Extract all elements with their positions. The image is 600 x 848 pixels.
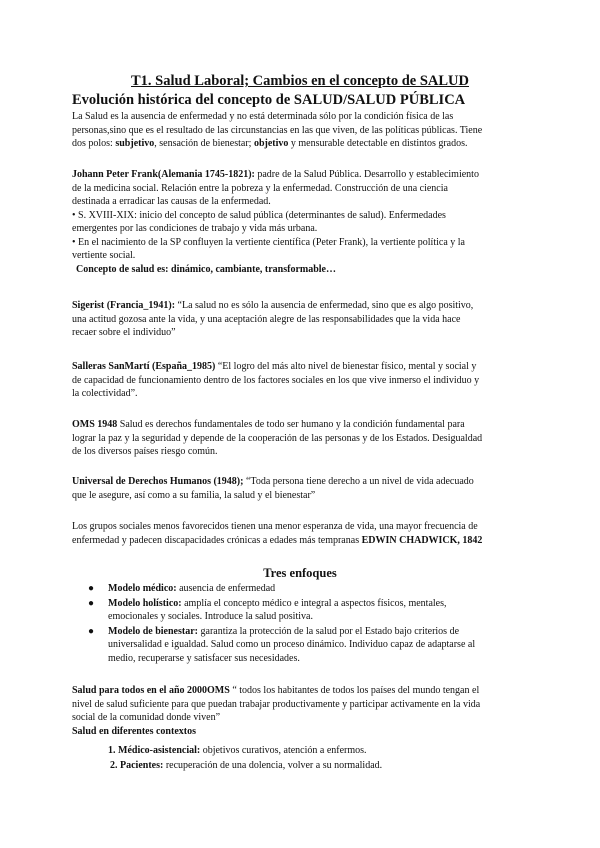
bullet-icon: ● [88, 583, 95, 594]
text-line [72, 534, 530, 548]
text-span: y mensurable detectable en distintos grados. [288, 138, 468, 149]
item-number: 2. [110, 760, 118, 771]
list-item [72, 597, 530, 624]
text-line: destinada a erradicar las causas de la enfermedad. [72, 196, 271, 207]
todos-paragraph [72, 684, 530, 738]
bullet-icon: ● [88, 597, 95, 609]
sigerist-paragraph [72, 299, 530, 340]
text-line [72, 418, 530, 432]
item-text: ausencia de enfermedad [176, 583, 276, 594]
item-label: Modelo holístico: [108, 597, 182, 609]
section-subtitle: Evolución histórica del concepto de SALUD/SALUD PÚBLICA [72, 92, 466, 108]
item-text: objetivos curativos, atención a enfermos. [200, 745, 367, 756]
text-line: de la medicina social. Relación entre la pobreza y la enfermedad. Construcción de una ciencia [72, 182, 448, 194]
universal-paragraph [72, 475, 530, 502]
author-name: OMS 1948 [72, 419, 118, 430]
list-item [72, 582, 530, 596]
text-line [72, 360, 530, 374]
list-item [108, 744, 367, 758]
text-span: dos polos: [72, 138, 116, 149]
text-span: , sensación de bienestar; [154, 138, 254, 149]
grupos-paragraph [72, 520, 530, 547]
bold-term: objetivo [253, 138, 289, 149]
text-line: La Salud es la ausencia de enfermedad y no está determinada sólo por la condición física de las [72, 111, 454, 122]
item-text: amplía el concepto médico e integral a aspectos físicos, mentales, [181, 597, 447, 609]
text-span: “El logro del más alto nivel de bienestar físico, mental y social y [215, 361, 477, 372]
item-text: emocionales y sociales. Introduce la salud positiva. [108, 611, 313, 622]
text-line [72, 168, 530, 182]
text-line [72, 137, 530, 151]
text-span: padre de la Salud Pública. Desarrollo y establecimiento [254, 169, 479, 180]
item-text: universalidad e igualdad. Salud como un proceso dinámico. Individuo capaz de adaptarse al [108, 639, 476, 650]
text-line [72, 475, 530, 489]
bold-statement: Concepto de salud es: dinámico, cambiante, transformable… [76, 263, 336, 275]
page-title: T1. Salud Laboral; Cambios en el concepto de SALUD [131, 73, 469, 89]
author-name: EDWIN CHADWICK, 1842 [361, 534, 483, 546]
enfoques-heading: Tres enfoques [263, 566, 337, 580]
item-label: Médico-asistencial: [118, 745, 201, 756]
item-text: medio, recuperarse y satisfacer sus necesidades. [108, 652, 300, 664]
author-name: Salleras SanMartí (España_1985) [72, 361, 216, 372]
bold-term: subjetivo [115, 138, 155, 149]
author-name: Sigerist (Francia_1941): [72, 300, 176, 311]
text-line: emergentes por las condiciones de trabajo y vida más urbana. [72, 223, 318, 234]
author-name: Universal de Derechos Humanos (1948); [72, 476, 244, 487]
text-span: enfermedad y padecen discapacidades crónicas a edades más tempranas [72, 534, 362, 546]
text-line [72, 684, 530, 698]
text-line: • En el nacimiento de la SP confluyen la vertiente científica (Peter Frank), la vertiente política y la [72, 236, 465, 248]
intro-paragraph [72, 110, 530, 151]
text-line: de los diversos países riesgo común. [72, 446, 218, 457]
text-span: Salud es derechos fundamentales de todo ser humano y la condición fundamental para [117, 419, 465, 430]
text-line: una actitud gozosa ante la vida, y una aceptación alegre de las responsabilidades que la vida hace [72, 313, 461, 325]
text-line: de capacidad de funcionamiento dentro de los factores sociales en los que vive inmerso el individuo y [72, 374, 480, 386]
item-text: garantiza la protección de la salud por el Estado bajo criterios de [198, 625, 460, 637]
item-number: 1. [108, 745, 116, 756]
text-line: personas,sino que es el resultado de las circunstancias en las que viven, de las políticas públicas. Tiene [72, 124, 483, 136]
text-line: social de la comunidad donde viven” [72, 712, 221, 723]
text-line: recaer sobre el individuo” [72, 327, 176, 338]
item-text: recuperación de una dolencia, volver a su normalidad. [163, 760, 383, 771]
text-line: la colectividad”. [72, 388, 138, 399]
contextos-heading: Salud en diferentes contextos [72, 725, 196, 737]
salleras-paragraph [72, 360, 530, 401]
text-line: • S. XVIII-XIX: inicio del concepto de salud pública (determinantes de salud). Enfermedades [72, 209, 446, 221]
item-label: Modelo de bienestar: [108, 625, 198, 637]
list-item [110, 759, 382, 773]
text-line: lograr la paz y la seguridad y depende de la cooperación de las personas y de los Estados. Desigualdad [72, 432, 483, 444]
text-line: Los grupos sociales menos favorecidos tienen una menor esperanza de vida, una mayor frecuencia de [72, 521, 478, 532]
text-line: que le asegure, así como a su familia, la salud y el bienestar” [72, 489, 316, 501]
item-label: Modelo médico: [108, 583, 177, 594]
bullet-icon: ● [88, 625, 95, 637]
oms-paragraph [72, 418, 530, 459]
list-item [72, 625, 530, 666]
frank-paragraph [72, 168, 530, 276]
text-span: “Toda persona tiene derecho a un nivel de vida adecuado [243, 476, 474, 487]
text-line: nivel de salud suficiente para que puedan trabajar productivamente y participar activamente en la vida [72, 698, 481, 710]
item-label: Pacientes: [120, 760, 164, 771]
enfoques-list [72, 582, 530, 666]
author-name: Salud para todos en el año 2000OMS [72, 685, 230, 696]
text-line [72, 725, 530, 739]
text-line [72, 263, 530, 277]
author-name: Johann Peter Frank(Alemania 1745-1821): [72, 169, 255, 180]
text-span: “La salud no es sólo la ausencia de enfermedad, sino que es algo positivo, [175, 300, 474, 311]
text-line: vertiente social. [72, 250, 136, 261]
text-line [72, 299, 530, 313]
text-span: “ todos los habitantes de todos los países del mundo tengan el [229, 685, 480, 696]
